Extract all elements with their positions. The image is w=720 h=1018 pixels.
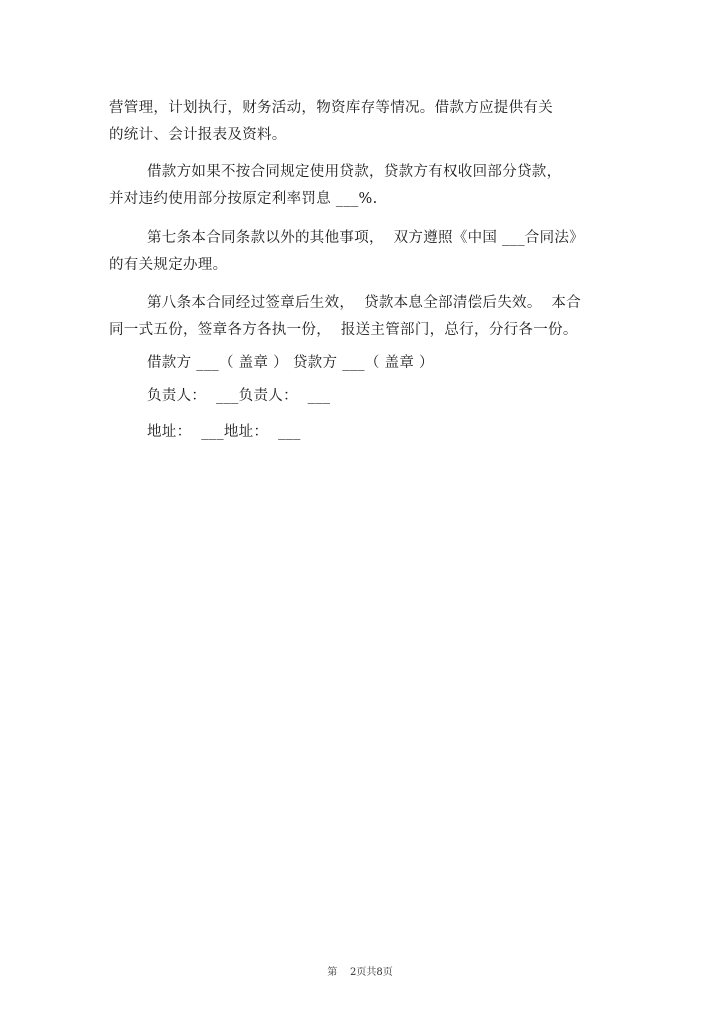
paragraph-line: 第八条本合同经过签章后生效， 贷款本息全部清偿后失效。 本合 bbox=[147, 295, 582, 311]
paragraph-line: 第七条本合同条款以外的其他事项， 双方遵照《中国 ___合同法》 bbox=[147, 230, 584, 246]
paragraph-line: 同一式五份，签章各方各执一份， 报送主管部门，总行，分行各一份。 bbox=[109, 322, 578, 338]
paragraph-line: 并对违约使用部分按原定利率罚息 ___%. bbox=[109, 191, 378, 207]
signature-line: 负责人： ___负责人： ___ bbox=[147, 388, 331, 404]
signature-line: 借款方 ___（ 盖章 ） 贷款方 ___（ 盖章 ） bbox=[147, 355, 434, 371]
paragraph-line: 借款方如果不按合同规定使用贷款，贷款方有权收回部分贷款， bbox=[147, 164, 562, 180]
page-number-footer: 第 2页共8页 bbox=[327, 967, 393, 978]
paragraph-line: 的统计、会计报表及资料。 bbox=[109, 127, 287, 143]
paragraph-line: 的有关规定办理。 bbox=[109, 257, 228, 273]
paragraph-line: 营管理，计划执行，财务活动，物资库存等情况。借款方应提供有关 bbox=[109, 100, 553, 116]
signature-line: 地址： ___地址： ___ bbox=[147, 424, 301, 440]
